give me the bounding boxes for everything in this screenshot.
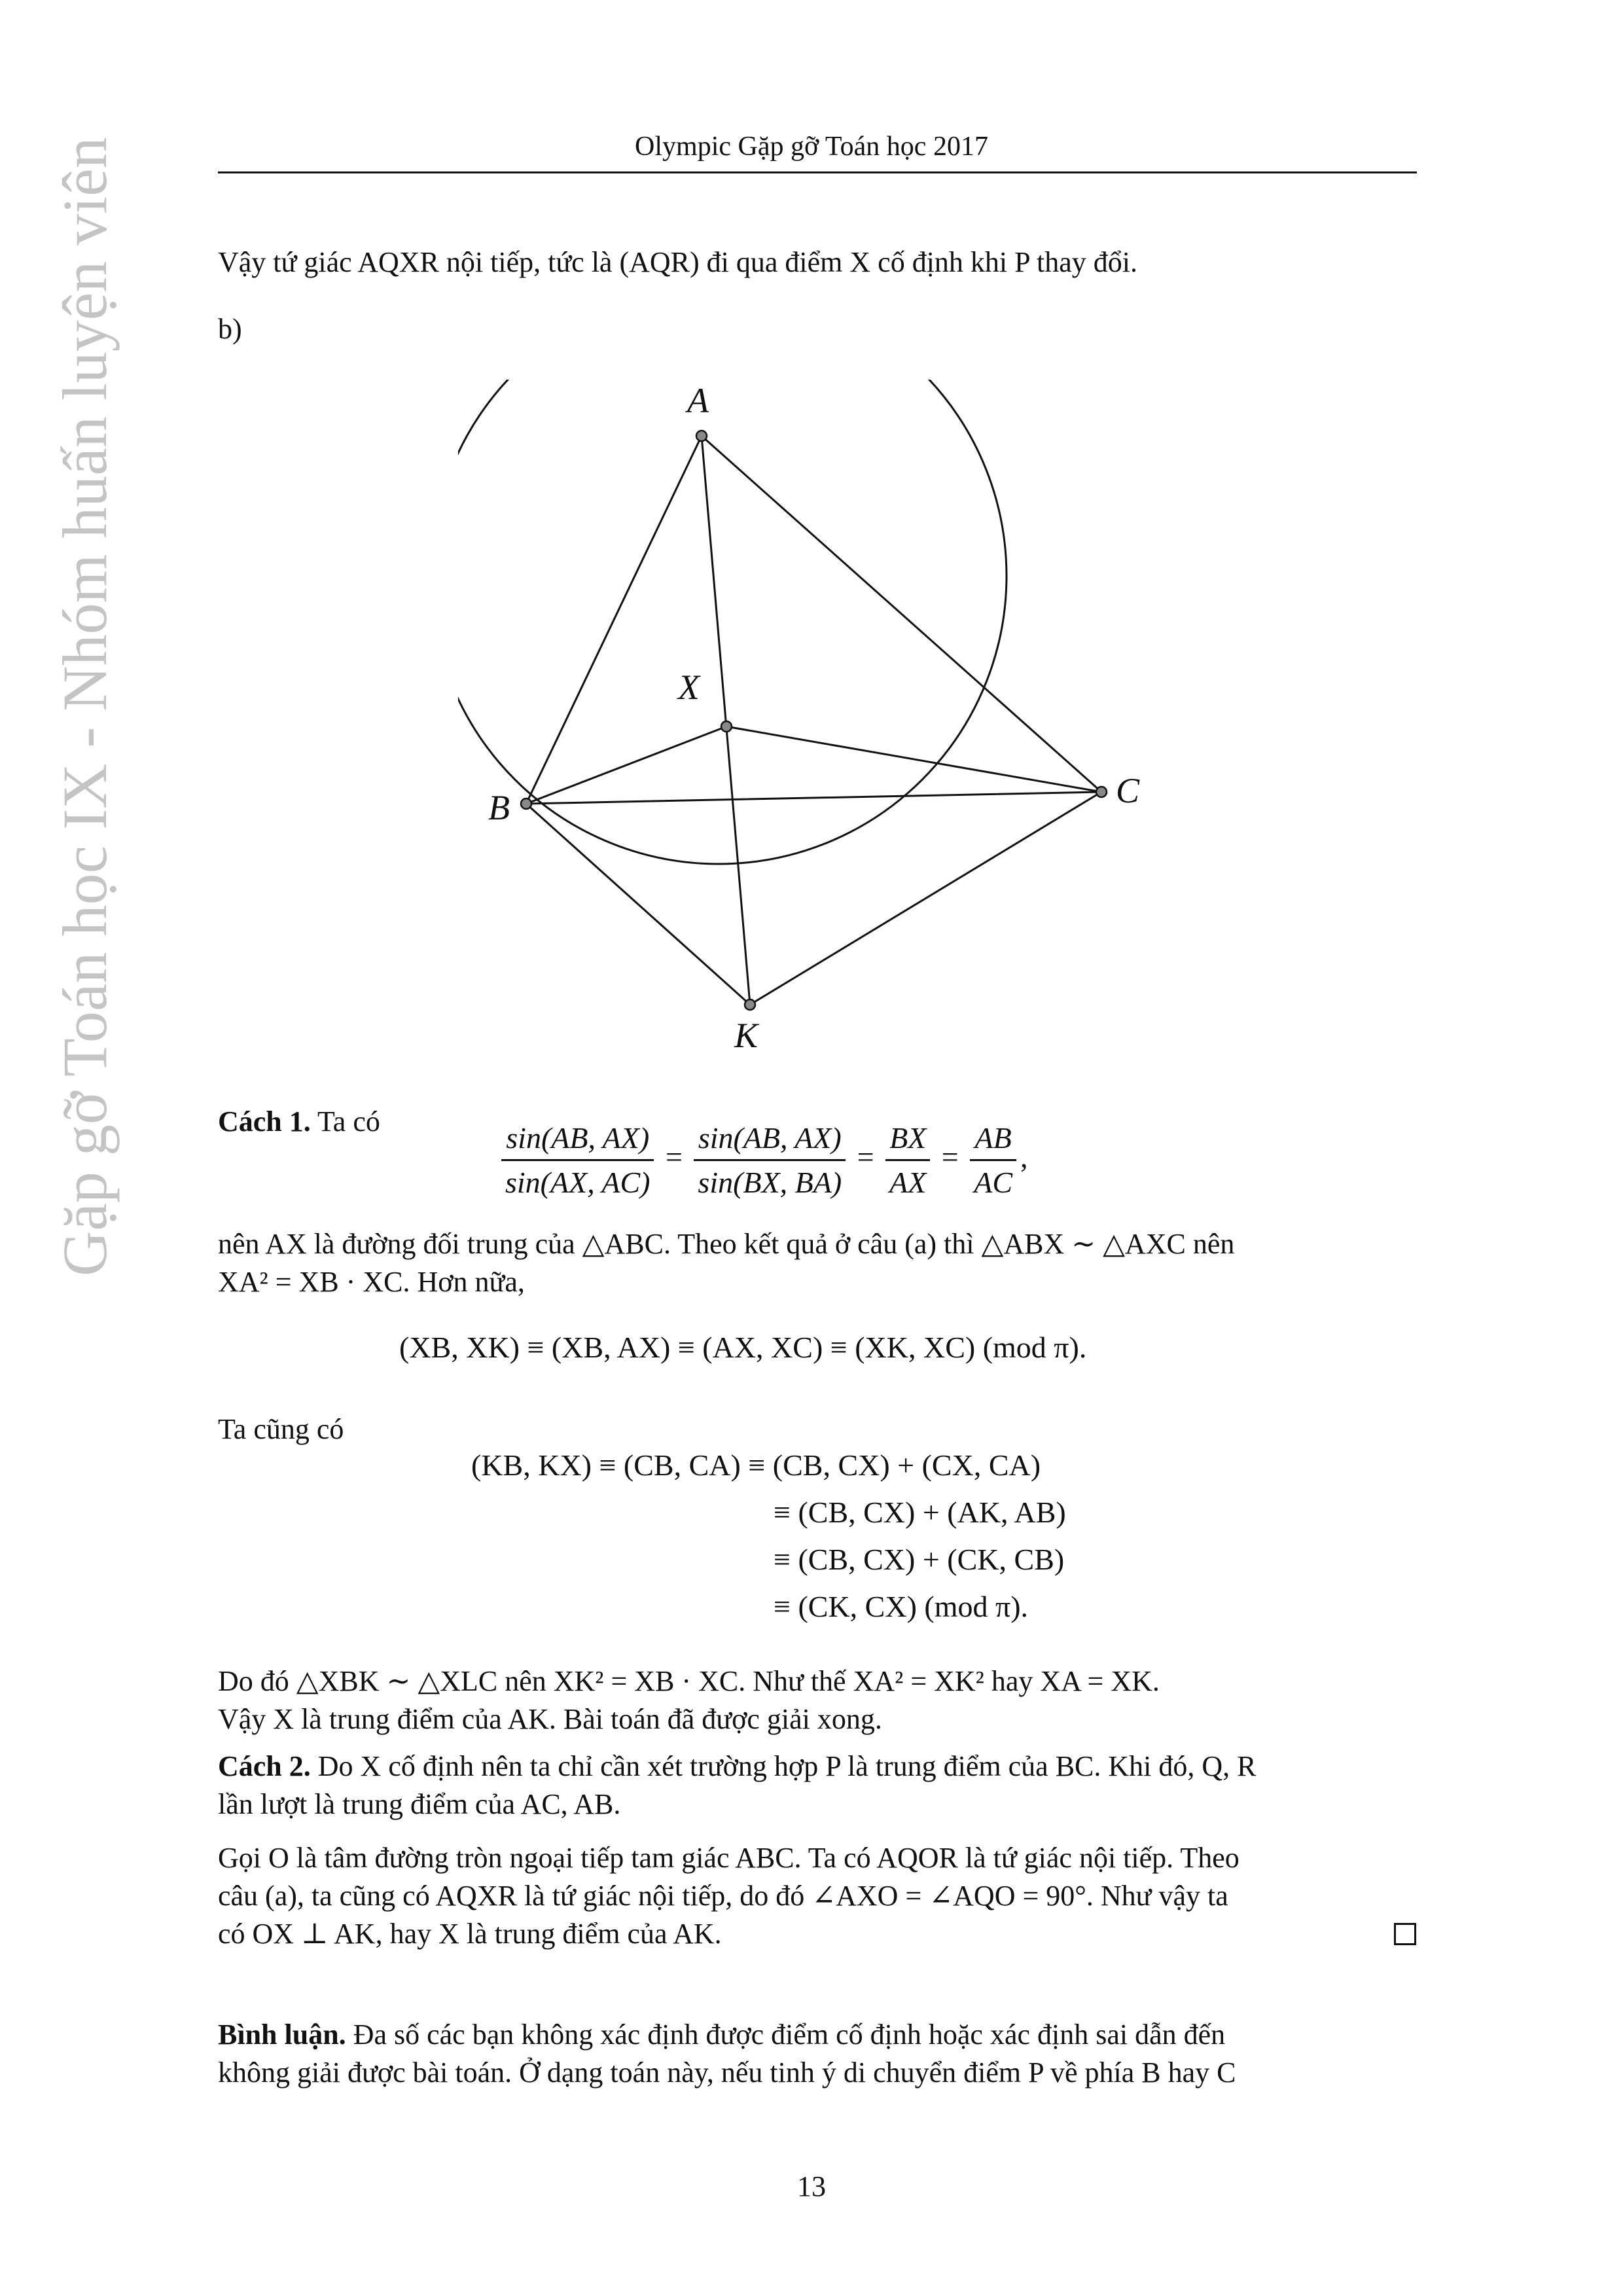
- label-a: A: [687, 381, 709, 420]
- method2-line-2: lần lượt là trung điểm của AC, AB.: [218, 1788, 621, 1820]
- method1-line-3: XA² = XB · XC. Hơn nữa,: [218, 1266, 525, 1298]
- segment-kc: [750, 792, 1101, 1005]
- segment-bx: [526, 726, 726, 804]
- equation-angle-chain: (XB, XK) ≡ (XB, AX) ≡ (AX, XC) ≡ (XK, XC) (mod π).: [399, 1331, 1087, 1364]
- page-number: 13: [797, 2170, 826, 2202]
- fraction-4: $\frac{AB}{AC}$: [970, 1121, 1016, 1200]
- comment-line-1: Đa số các bạn không xác định được điểm cố định hoặc xác định sai dẫn đến: [353, 2018, 1226, 2051]
- method2-heading: Cách 2.: [218, 1750, 311, 1782]
- fraction-1: $\frac{\sin(AB, AX)}{\sin(AX, AC)}$: [501, 1121, 654, 1200]
- method2-paragraph-1: [218, 1748, 1417, 1823]
- running-header: Olympic Gặp gỡ Toán học 2017: [635, 132, 988, 162]
- method1-heading: Cách 1.: [218, 1105, 311, 1138]
- method1-line-5: Vậy X là trung điểm của AK. Bài toán đã được giải xong.: [218, 1703, 882, 1735]
- method1-paragraph-1: [218, 1225, 1417, 1301]
- label-b: B: [488, 788, 510, 827]
- point-a: [696, 431, 707, 441]
- equation-sine-ratio: $\frac{\sin(AB, AX)}{\sin(AX, AC)}$ = $\frac{\sin(AB, AX)}{\sin(BX, BA)}$ = $\frac{BX}{AX}$ = $\frac{AB}{AC}$ ,: [497, 1121, 1028, 1200]
- label-k: K: [734, 1016, 758, 1055]
- comment-line-2: không giải được bài toán. Ở dạng toán này, nếu tinh ý di chuyển điểm P về phía B hay C: [218, 2056, 1236, 2089]
- method2-line-5: có OX ⊥ AK, hay X là trung điểm của AK.: [218, 1918, 722, 1950]
- method2-line-4: câu (a), ta cũng có AQXR là tứ giác nội tiếp, do đó ∠AXO = ∠AQO = 90°. Như vậy ta: [218, 1880, 1228, 1912]
- comment-heading: Bình luận.: [218, 2018, 346, 2051]
- side-watermark: Gặp gỡ Toán học IX - Nhóm huấn luyện viên: [50, 137, 120, 1276]
- point-c: [1096, 787, 1107, 797]
- label-x: X: [678, 668, 700, 707]
- method2-line-3: Gọi O là tâm đường tròn ngoại tiếp tam giác ABC. Ta có AQOR là tứ giác nội tiếp. Theo: [218, 1842, 1240, 1874]
- intro-paragraph: [218, 243, 1417, 281]
- header-rule: [218, 171, 1417, 173]
- method1-paragraph-2: [218, 1662, 1417, 1738]
- equation-row-4: ≡ (CK, CX) (mod π).: [774, 1590, 1029, 1623]
- qed-box: [1394, 1923, 1416, 1945]
- method1-line-4: Do đó △XBK ∼ △XLC nên XK² = XB · XC. Như thế XA² = XK² hay XA = XK.: [218, 1665, 1160, 1697]
- fraction-3: $\frac{BX}{AX}$: [885, 1121, 930, 1200]
- method2-paragraph-2: [218, 1839, 1417, 1953]
- method1-line-2: nên AX là đường đối trung của △ABC. Theo kết quả ở câu (a) thì △ABX ∼ △AXC nên: [218, 1228, 1235, 1260]
- segment-ak: [702, 436, 750, 1005]
- equation-row-1: (KB, KX) ≡ (CB, CA) ≡ (CB, CX) + (CX, CA): [471, 1448, 1041, 1482]
- segment-bk: [526, 804, 750, 1005]
- segment-xc: [726, 726, 1101, 792]
- equation-row-2: ≡ (CB, CX) + (AK, AB): [774, 1496, 1066, 1529]
- point-x: [721, 721, 732, 732]
- equation-row-3: ≡ (CB, CX) + (CK, CB): [774, 1543, 1065, 1576]
- point-k: [745, 999, 755, 1010]
- geometry-figure: [458, 380, 1178, 1060]
- method1-lead-2: Ta cũng có: [218, 1413, 344, 1445]
- point-b: [521, 798, 531, 809]
- intro-text: Vậy tứ giác AQXR nội tiếp, tức là (AQR) đi qua điểm X cố định khi P thay đổi.: [218, 246, 1137, 278]
- method2-line-1: Do X cố định nên ta chỉ cần xét trường hợp P là trung điểm của BC. Khi đó, Q, R: [317, 1750, 1257, 1782]
- triangle-abc: [526, 436, 1101, 804]
- method1-lead: [218, 1103, 380, 1141]
- fraction-2: $\frac{\sin(AB, AX)}{\sin(BX, BA)}$: [694, 1121, 846, 1200]
- label-c: C: [1116, 771, 1140, 810]
- comment-paragraph: [218, 2016, 1417, 2092]
- method1-lead-text: Ta có: [317, 1105, 380, 1138]
- part-label: b): [218, 313, 242, 345]
